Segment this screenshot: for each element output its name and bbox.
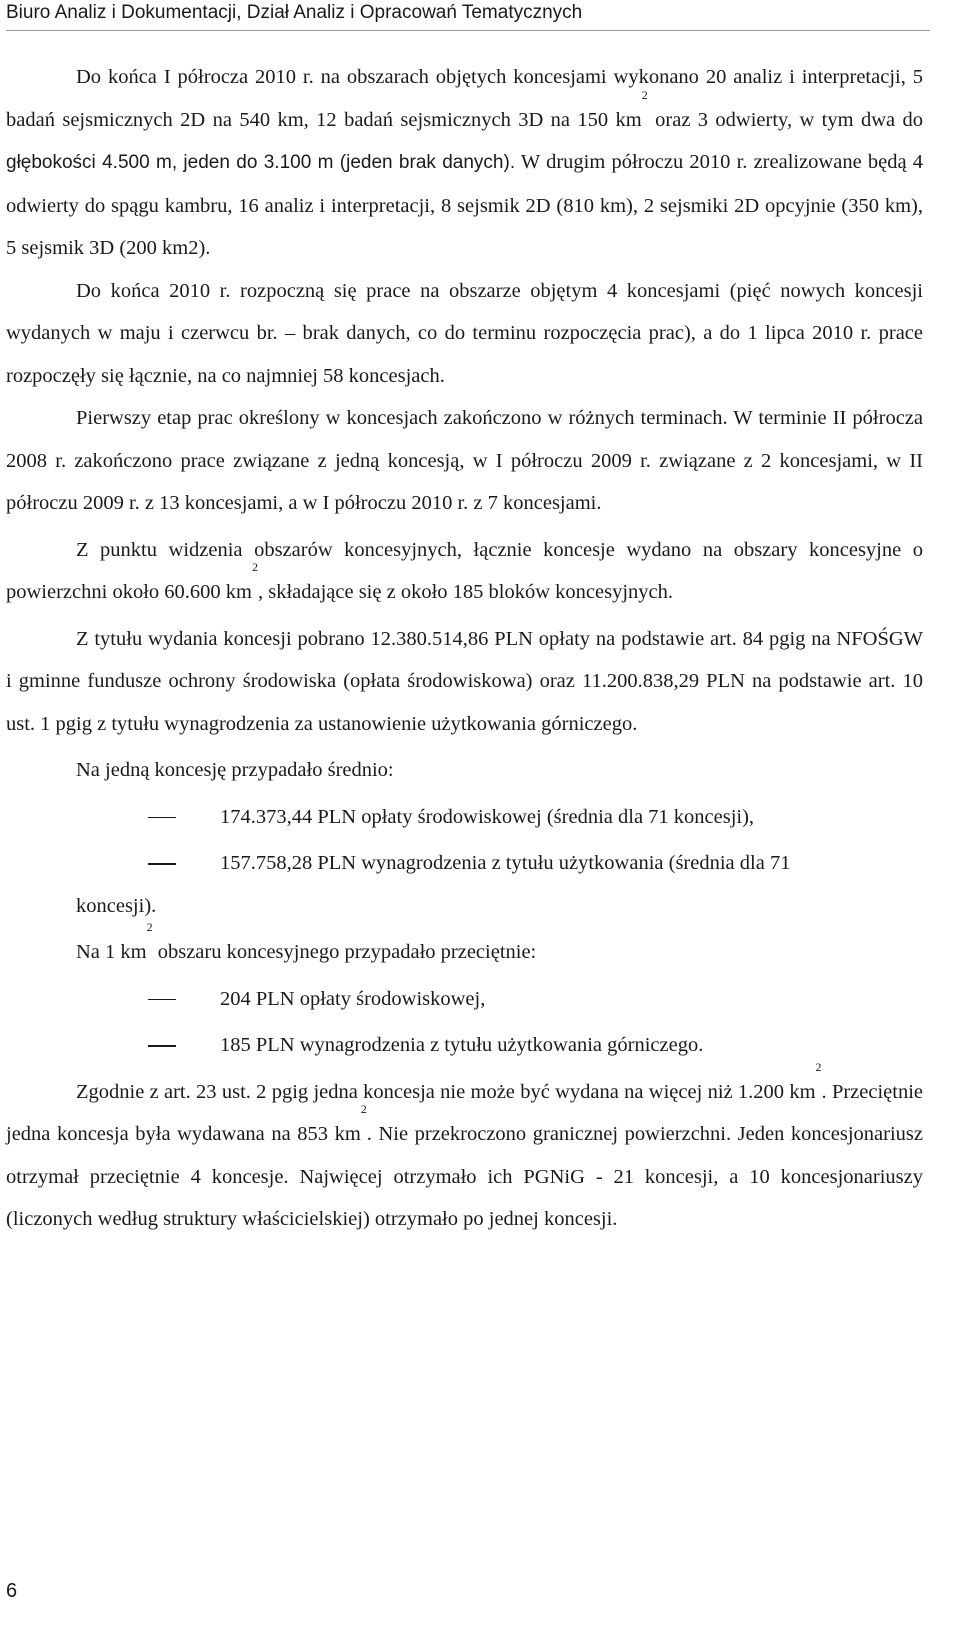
paragraph-area-limit — [6, 1059, 924, 1241]
list-item-text: 157.758,28 PLN wynagrodzenia z tytułu użytkowania (średnia dla 71 — [220, 852, 791, 874]
dash-bullet — [148, 817, 176, 819]
paragraph-planned-work: Do końca 2010 r. rozpoczną się prace na obszarze objętym 4 koncesjami (pięć nowych koncesji wydanych w maju i czerwcu br. – brak danych, co do terminu rozpoczęcia prac), a do 1 lipca 2010 r. prace rozpoczęły się łącznie, na co najmniej 58 koncesjach. — [6, 279, 923, 387]
superscript: 2 — [251, 560, 258, 574]
text-segment: obszaru koncesyjnego przypadało przeciętnie: — [152, 941, 537, 963]
superscript: 2 — [146, 920, 153, 934]
dash-bullet — [148, 863, 176, 865]
superscript: 2 — [815, 1059, 822, 1074]
text-segment: Zgodnie z art. 23 ust. 2 pgig jedna koncesja nie może być wydana na więcej niż 1.200 km — [76, 1080, 816, 1103]
paragraph-first-stage: Pierwszy etap prac określony w koncesjach zakończono w różnych terminach. W terminie II półrocza 2008 r. zakończono prace związane z jedną koncesją, w I półroczu 2009 r. związane z 2 koncesjami, w II półroczu 2009 r. z 13 koncesjami, a w I półroczu 2010 r. z 7 koncesjami. — [6, 407, 923, 514]
text-segment: . Przeciętnie jedna koncesja była wydawana na 853 km — [6, 1080, 924, 1145]
document-header — [6, 0, 930, 31]
text-segment: W drugim półroczu 2010 r. zrealizowane będą 4 odwierty do spągu kambru, 16 analiz i interpretacji, 8 sejsmik 2D (810 km), 2 sejsmiki 2D opcyjnie (350 km), 5 sejsmik 3D (200 km2). — [6, 151, 923, 259]
list-item-text: 174.373,44 PLN opłaty środowiskowej (średnia dla 71 koncesji), — [220, 805, 755, 828]
dash-bullet — [148, 999, 176, 1001]
text-segment: Z punktu widzenia obszarów koncesyjnych, łącznie koncesje wydano na obszary koncesyjne o powierzchni około 60.600 km — [6, 538, 923, 603]
dash-bullet — [148, 1045, 176, 1047]
text-segment: Do końca I półrocza 2010 r. na obszarach objętych koncesjami wykonano 20 analiz i interpretacji, 5 badań sejsmicznych 2D na 540 km, 12 badań sejsmicznych 3D na 150 km — [6, 66, 923, 131]
page-number: 6 — [6, 1580, 18, 1602]
list-item — [6, 1024, 923, 1067]
paragraph-fees: Z tytułu wydania koncesji pobrano 12.380.514,86 PLN opłaty na podstawie art. 84 pgig na NFOŚGW i gminne fundusze ochrony środowiska (opłata środowiskowa) oraz 11.200.838,29 PLN na podstawie art. 10 ust. 1 pgig z tytułu wynagrodzenia za ustanowienie użytkowania górniczego. — [6, 627, 923, 735]
list-item — [6, 842, 923, 885]
paragraph-average-per-concession: Na jedną koncesję przypadało średnio: — [76, 759, 394, 781]
paragraph-concession-areas — [6, 529, 923, 614]
superscript: 2 — [360, 1102, 367, 1116]
list-item-text: 204 PLN opłaty środowiskowej, — [220, 987, 486, 1010]
text-segment-sans: głębokości 4.500 m, jeden do 3.100 m (jeden brak danych). — [6, 152, 516, 173]
paragraph-average-per-km2 — [6, 920, 923, 974]
header-title: Biuro Analiz i Dokumentacji, Dział Analiz i Opracowań Tematycznych — [6, 2, 583, 23]
list-item-continuation: koncesji). — [76, 894, 157, 917]
text-segment: , składające się z około 185 bloków koncesyjnych. — [257, 581, 673, 603]
text-segment: . Nie przekroczono granicznej powierzchni. Jeden koncesjonariusz otrzymał przeciętnie 4 koncesje. Najwięcej otrzymało ich PGNiG - 21 koncesji, a 10 koncesjonariuszy (liczonych według struktury właścicielskiej) otrzymało po jednej koncesji. — [6, 1123, 923, 1230]
list-item — [6, 978, 923, 1021]
superscript: 2 — [641, 87, 648, 102]
document-body — [6, 56, 923, 1241]
list-item — [6, 796, 923, 839]
text-segment: Na 1 km — [76, 941, 147, 963]
paragraph-work-progress — [6, 56, 923, 270]
list-item-text: 185 PLN wynagrodzenia z tytułu użytkowania górniczego. — [220, 1034, 704, 1056]
text-segment: oraz 3 odwierty, w tym dwa do — [647, 108, 923, 131]
